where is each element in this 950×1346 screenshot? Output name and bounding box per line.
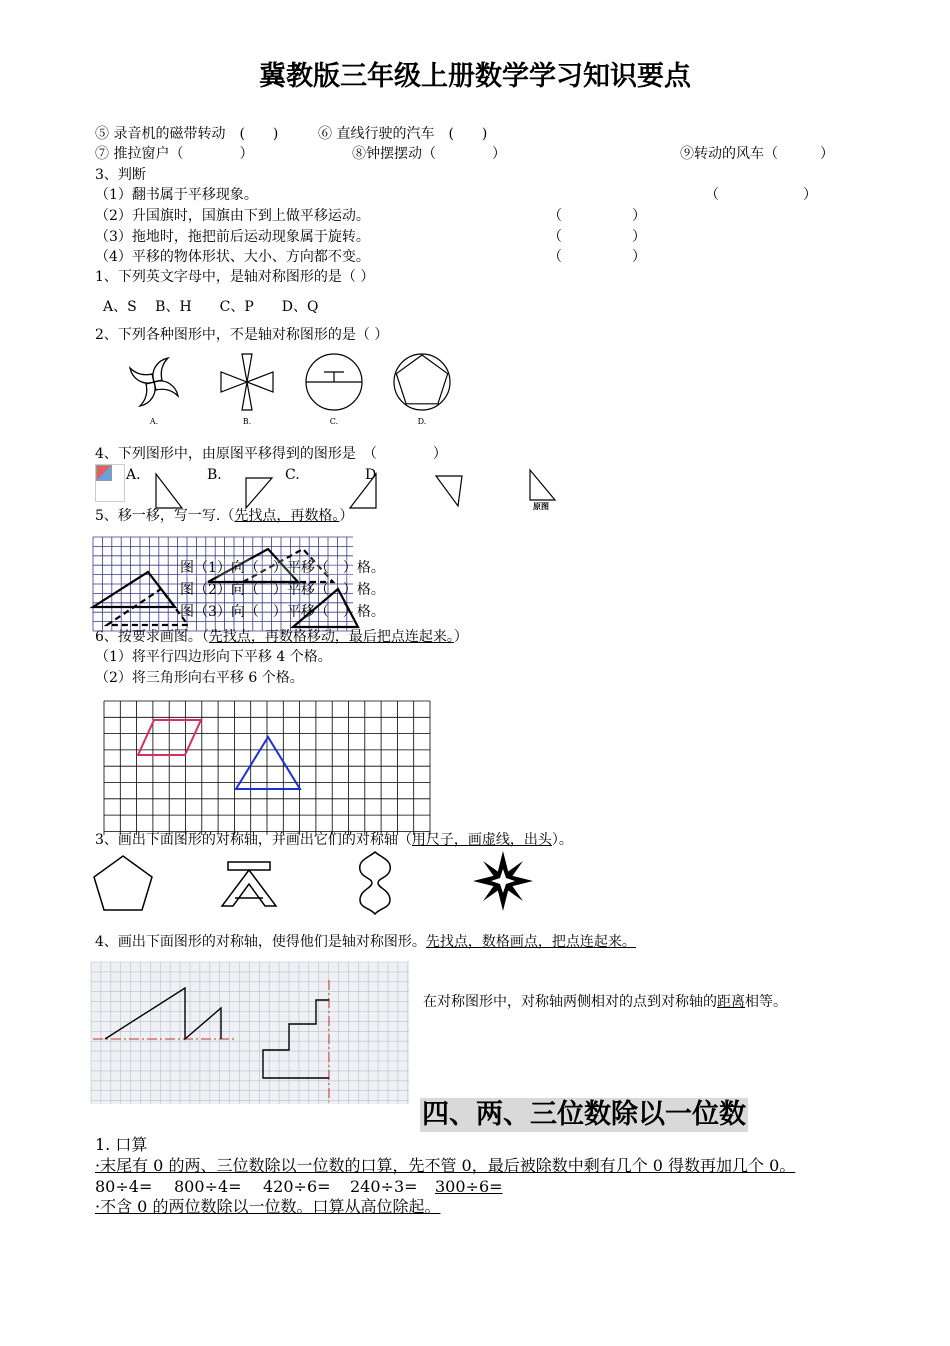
q5-line: 图（1）向（ ）平移（ ）格。 xyxy=(180,560,385,576)
q2-label: D. xyxy=(417,417,427,426)
judge-item: （2）升国旗时，国旗由下到上做平移运动。 xyxy=(95,208,370,224)
q2-text: 2、下列各种图形中，不是轴对称图形的是（ ） xyxy=(95,327,389,343)
judge-item: （4）平移的物体形状、大小、方向都不变。 xyxy=(95,249,370,265)
triangle-original xyxy=(530,470,555,500)
pinwheel-figure xyxy=(130,358,178,406)
q6-grid xyxy=(104,701,432,837)
vase-figure xyxy=(360,852,391,914)
judge-blank: （ ） xyxy=(705,187,817,203)
motion-item-7: ⑦ 推拉窗户（ ） xyxy=(95,146,254,162)
motion-item-9: ⑨转动的风车（ ） xyxy=(680,146,834,162)
pentagon-in-circle-figure xyxy=(394,354,450,410)
q4a-label: D xyxy=(365,467,377,483)
q3b-text: 3、画出下面图形的对称轴，并画出它们的对称轴（用尺子，画虚线，出头）。 xyxy=(95,832,573,848)
q5-hint: 先找点，再数格。 xyxy=(234,508,340,524)
q2-label: C. xyxy=(329,417,339,426)
q2-figures xyxy=(120,352,460,430)
symmetry-note: 在对称图形中，对称轴两侧相对的点到对称轴的距离相等。 xyxy=(423,994,787,1010)
q6-hint: 先找点，再数格移动，最后把点连起来。 xyxy=(208,629,454,645)
q4b-hint: 先找点，数格画点，把点连起来。 xyxy=(425,934,636,950)
motion-item-5: ⑤ 录音机的磁带转动 ( ) xyxy=(95,126,279,142)
q4a-label: A. xyxy=(126,467,141,483)
q6-item: （2）将三角形向右平移 6 个格。 xyxy=(95,670,304,686)
pentagon-figure xyxy=(94,856,152,910)
triangle-b xyxy=(246,478,272,508)
q5-text: 5、移一移，写一写.（先找点，再数格。） xyxy=(95,508,354,524)
shift-triangle-1 xyxy=(93,572,175,607)
judge-heading: 3、判断 xyxy=(95,167,146,183)
section-header: 四、两、三位数除以一位数 xyxy=(422,1099,746,1130)
mental-rule-1: ·末尾有 0 的两、三位数除以一位数的口算，先不管 0，最后被除数中剩有几个 0 得数再加几个 0。 xyxy=(95,1156,796,1175)
q1-text: 1、下列英文字母中，是轴对称图形的是（ ） xyxy=(95,269,375,285)
star-figure xyxy=(473,851,533,911)
page-title: 冀教版三年级上册数学学习知识要点 xyxy=(259,61,691,92)
bowtie-figure xyxy=(221,354,273,410)
q4b-grid xyxy=(91,962,409,1104)
circle-figure xyxy=(306,354,362,410)
motion-item-6: ⑥ 直线行驶的汽车 ( ) xyxy=(318,126,488,142)
mental-expr: 240÷3= xyxy=(350,1177,418,1196)
mental-rule-2: ·不含 0 的两位数除以一位数。口算从高位除起。 xyxy=(95,1197,441,1216)
q4a-triangles xyxy=(150,470,570,512)
mental-expr: 80÷4= xyxy=(95,1177,153,1196)
motion-item-8: ⑧钟摆摆动（ ） xyxy=(352,146,506,162)
arrow-house-figure xyxy=(222,862,276,906)
mental-expr: 800÷4= xyxy=(174,1177,242,1196)
judge-item: （1）翻书属于平移现象。 xyxy=(95,187,258,203)
q6-item: （1）将平行四边形向下平移 4 个格。 xyxy=(95,649,332,665)
q4a-text: 4、下列图形中，由原图平移得到的图形是 （ ） xyxy=(95,446,447,462)
q2-label: A. xyxy=(149,417,159,426)
triangle xyxy=(236,737,300,789)
triangle-c xyxy=(350,474,376,508)
judge-blank: （ ） xyxy=(548,208,646,224)
q1-options: A、S B、H C、P D、Q xyxy=(103,299,319,315)
q4b-text: 4、画出下面图形的对称轴，使得他们是轴对称图形。先找点，数格画点，把点连起来。 xyxy=(95,934,636,950)
q4a-label: C. xyxy=(285,467,300,483)
judge-blank: （ ） xyxy=(548,249,646,265)
q5-line: 图（2）向（ ）平移（ ）格。 xyxy=(180,582,385,598)
q6-text: 6、按要求画图。（先找点，再数格移动，最后把点连起来。） xyxy=(95,629,468,645)
original-label: 原图 xyxy=(533,501,549,511)
judge-blank: （ ） xyxy=(548,229,646,245)
mental-expr: 420÷6= xyxy=(263,1177,331,1196)
q5-line: 图（3）向（ ）平移（ ）格。 xyxy=(180,604,385,620)
q3b-hint: 用尺子，画虚线，出头 xyxy=(411,832,552,848)
triangle-a xyxy=(156,474,182,508)
mental-heading: 1. 口算 xyxy=(95,1135,148,1154)
q2-label: B. xyxy=(242,417,252,426)
judge-item: （3）拖地时，拖把前后运动现象属于旋转。 xyxy=(95,229,370,245)
triangle-d xyxy=(436,476,462,506)
symmetry-figures xyxy=(90,850,540,916)
broken-image-icon xyxy=(95,464,125,502)
q4a-label: B. xyxy=(207,467,222,483)
mental-expr: 300÷6= xyxy=(435,1177,503,1196)
